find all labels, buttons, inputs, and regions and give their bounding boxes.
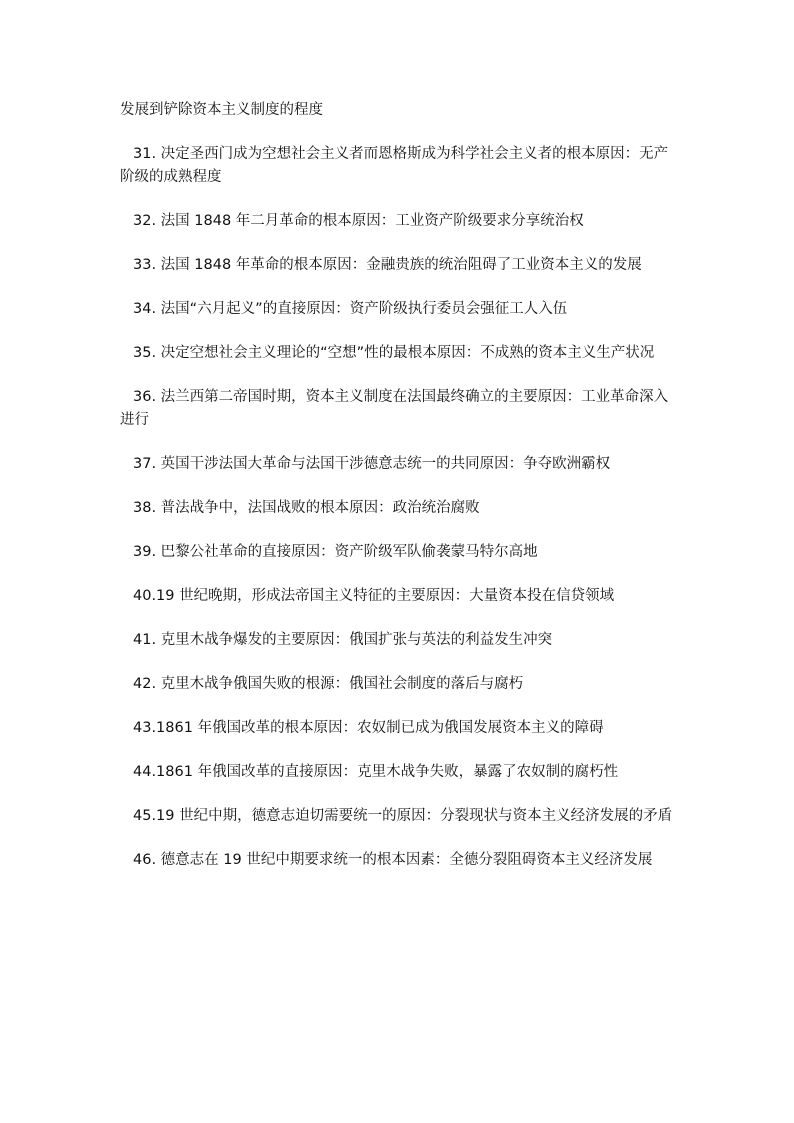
item-32: 32. 法国 1848 年二月革命的根本原因：工业资产阶级要求分享统治权 [133, 213, 584, 229]
item-40: 40.19 世纪晚期，形成法帝国主义特征的主要原因：大量资本投在信贷领域 [133, 588, 615, 604]
item-35: 35. 决定空想社会主义理论的“空想”性的最根本原因：不成熟的资本主义生产状况 [133, 345, 655, 361]
item-33: 33. 法国 1848 年革命的根本原因：金融贵族的统治阻碍了工业资本主义的发展 [133, 257, 642, 273]
item-44: 44.1861 年俄国改革的直接原因：克里木战争失败，暴露了农奴制的腐朽性 [133, 764, 619, 780]
item-41: 41. 克里木战争爆发的主要原因：俄国扩张与英法的利益发生冲突 [133, 632, 553, 648]
item-31: 31. 决定圣西门成为空想社会主义者而恩格斯成为科学社会主义者的根本原因：无产阶级的成熟程度 [120, 146, 669, 185]
item-38: 38. 普法战争中，法国战败的根本原因：政治统治腐败 [133, 500, 480, 516]
document-page [120, 99, 676, 893]
item-42: 42. 克里木战争俄国失败的根源：俄国社会制度的落后与腐朽 [133, 676, 524, 692]
item-46: 46. 德意志在 19 世纪中期要求统一的根本因素：全德分裂阻碍资本主义经济发展 [133, 852, 653, 868]
item-34: 34. 法国“六月起义”的直接原因：资产阶级执行委员会强征工人入伍 [133, 301, 568, 317]
item-36: 36. 法兰西第二帝国时期，资本主义制度在法国最终确立的主要原因：工业革命深入进行 [120, 389, 669, 428]
item-43: 43.1861 年俄国改革的根本原因：农奴制已成为俄国发展资本主义的障碍 [133, 720, 604, 736]
item-39: 39. 巴黎公社革命的直接原因：资产阶级军队偷袭蒙马特尔高地 [133, 544, 538, 560]
item-37: 37. 英国干涉法国大革命与法国干涉德意志统一的共同原因：争夺欧洲霸权 [133, 456, 611, 472]
item-45: 45.19 世纪中期，德意志迫切需要统一的原因：分裂现状与资本主义经济发展的矛盾 [133, 808, 673, 824]
intro-paragraph: 发展到铲除资本主义制度的程度 [120, 102, 323, 118]
